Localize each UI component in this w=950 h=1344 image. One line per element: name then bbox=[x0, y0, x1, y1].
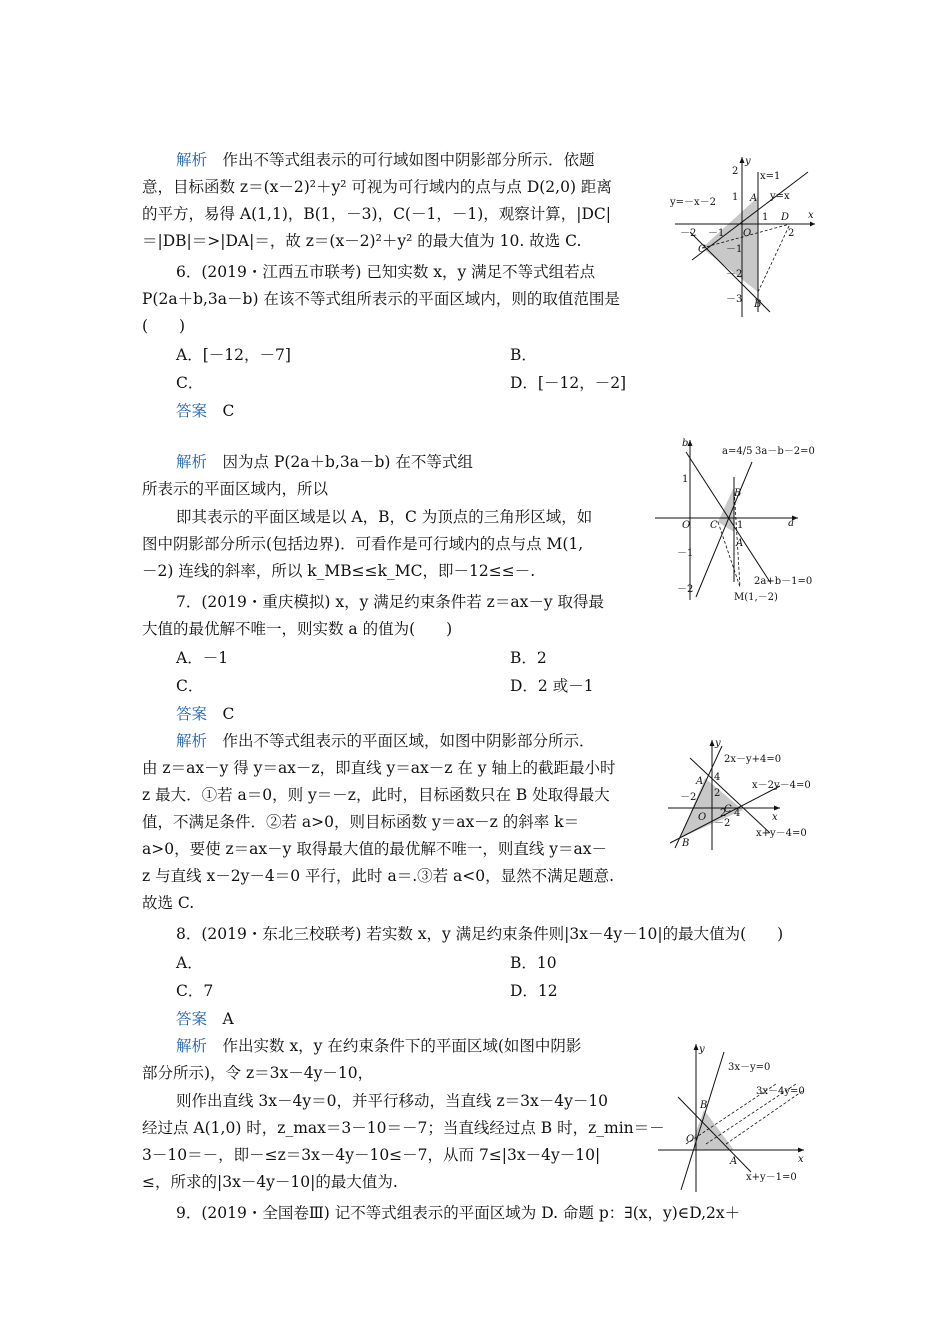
line-text: 故选 C. bbox=[142, 894, 195, 912]
line-text: B．2 bbox=[510, 649, 547, 667]
text-line bbox=[142, 1063, 373, 1083]
text-line bbox=[176, 1036, 581, 1056]
line-text: 作出实数 x，y 在约束条件下的平面区域(如图中阴影 bbox=[207, 1037, 582, 1055]
line-text: 的平方，易得 A(1,1)，B(1，－3)，C(－1，－1)，观察计算，|DC| bbox=[142, 205, 611, 223]
line-text: 即其表示的平面区域是以 A，B，C 为顶点的三角形区域，如 bbox=[176, 508, 593, 526]
text-line bbox=[142, 177, 612, 197]
text-line bbox=[176, 1009, 234, 1029]
text-line bbox=[142, 866, 614, 886]
fig1-label: 2 bbox=[732, 166, 739, 177]
fig2-label: －1 bbox=[677, 548, 694, 559]
text-line bbox=[176, 981, 213, 1001]
text-line bbox=[176, 373, 203, 393]
text-line bbox=[176, 704, 234, 724]
fig3-label: O bbox=[698, 812, 707, 823]
text-line bbox=[176, 924, 783, 944]
fig2-label: a bbox=[788, 518, 794, 529]
line-text: z 与直线 x－2y－4＝0 平行，此时 a＝.③若 a<0，显然不满足题意. bbox=[142, 867, 615, 885]
fig3-label: B bbox=[682, 838, 690, 849]
text-line bbox=[176, 345, 291, 365]
text-line bbox=[142, 893, 194, 913]
fig4-label: B bbox=[700, 1100, 708, 1111]
fig2-label: C bbox=[710, 520, 718, 531]
fig3-label: 2 bbox=[720, 808, 727, 819]
text-line bbox=[142, 1172, 398, 1192]
section-keyword: 答案 bbox=[176, 1010, 208, 1028]
text-line bbox=[510, 953, 557, 973]
fig1-label: 2 bbox=[788, 228, 795, 239]
fig4-label: 3x－4y=0 bbox=[756, 1086, 805, 1097]
fig3-label: C bbox=[724, 804, 732, 815]
text-line bbox=[142, 479, 328, 499]
section-keyword: 解析 bbox=[176, 151, 208, 169]
fig2-label: 2a+b－1=0 bbox=[754, 576, 813, 587]
line-text: 意，目标函数 z＝(x－2)²＋y² 可视为可行域内的点与点 D(2,0) 距离 bbox=[142, 178, 612, 196]
section-keyword: 答案 bbox=[176, 402, 208, 420]
fig4-label: A bbox=[730, 1156, 738, 1167]
fig3-label: x+y－4=0 bbox=[756, 828, 807, 839]
text-line bbox=[176, 648, 228, 668]
line-text: A．[－12，－7] bbox=[176, 346, 291, 364]
line-text: 所表示的平面区域内，所以 bbox=[142, 480, 329, 498]
fig3-label: 4 bbox=[714, 772, 721, 783]
line-text: 部分所示)，令 z＝3x－4y－10， bbox=[142, 1064, 374, 1082]
line-text: A． bbox=[176, 954, 203, 972]
line-text: D．2 或－1 bbox=[510, 677, 594, 695]
line-text: 8．(2019・东北三校联考) 若实数 x，y 满足约束条件则|3x－4y－10|的最大值为( ) bbox=[176, 925, 784, 943]
fig3-label: 2 bbox=[714, 788, 721, 799]
text-line bbox=[176, 507, 592, 527]
text-line bbox=[142, 839, 607, 859]
text-line bbox=[142, 289, 620, 309]
line-text: z 最大．①若 a＝0，则 y＝－z，此时，目标函数只在 B 处取得最大 bbox=[142, 786, 610, 804]
section-keyword: 答案 bbox=[176, 705, 208, 723]
fig2-label: B bbox=[734, 488, 742, 499]
text-line bbox=[142, 758, 615, 778]
line-text: 经过点 A(1,0) 时，z_max＝3－10＝－7；当直线经过点 B 时，z_min＝－ bbox=[142, 1119, 665, 1137]
fig1-label: O bbox=[743, 228, 752, 239]
fig2-label: 1 bbox=[737, 520, 744, 531]
fig1-label: D bbox=[781, 212, 790, 223]
fig1-label: 1 bbox=[732, 192, 739, 203]
fig1-label: A bbox=[750, 193, 758, 204]
fig2-label: 1 bbox=[682, 474, 689, 485]
line-text: ＝|DB|＝>|DA|＝，故 z＝(x－2)²＋y² 的最大值为 10. 故选 C. bbox=[142, 232, 582, 250]
text-line bbox=[176, 676, 203, 696]
text-line bbox=[176, 1091, 608, 1111]
line-text: 作出不等式组表示的可行域如图中阴影部分所示．依题 bbox=[207, 151, 595, 169]
fig3-label: －2 bbox=[714, 818, 731, 829]
line-text: 由 z＝ax－y 得 y＝ax－z，即直线 y＝ax－z 在 y 轴上的截距最小时 bbox=[142, 759, 616, 777]
fig4-label: 3x－y=0 bbox=[728, 1062, 771, 1073]
line-text: C． bbox=[176, 677, 204, 695]
fig3-label: x－2y－4=0 bbox=[752, 780, 811, 791]
figure-1-feasible-region bbox=[670, 152, 820, 322]
line-text: 则作出直线 3x－4y＝0，并平行移动，当直线 z＝3x－4y－10 bbox=[176, 1092, 609, 1110]
text-line bbox=[510, 648, 547, 668]
fig2-label: M(1,－2) bbox=[734, 592, 778, 603]
fig1-label: －1 bbox=[726, 244, 743, 255]
fig4-label: y bbox=[699, 1044, 705, 1055]
line-text: 7．(2019・重庆模拟) x，y 满足约束条件若 z＝ax－y 取得最 bbox=[176, 593, 605, 611]
line-text: B． bbox=[510, 346, 537, 364]
line-text: 值，不满足条件．②若 a>0，则目标函数 y＝ax－z 的斜率 k＝ bbox=[142, 813, 580, 831]
text-line bbox=[176, 150, 595, 170]
line-text: C． bbox=[176, 374, 204, 392]
text-line bbox=[176, 953, 203, 973]
text-line bbox=[142, 812, 579, 832]
text-line bbox=[142, 534, 583, 554]
text-line bbox=[510, 981, 558, 1001]
section-keyword: 解析 bbox=[176, 732, 208, 750]
figure-3-feasible-region bbox=[660, 738, 815, 853]
fig1-label: B bbox=[754, 299, 762, 310]
text-line bbox=[142, 785, 610, 805]
fig3-label: A bbox=[696, 776, 704, 787]
section-keyword: 解析 bbox=[176, 453, 208, 471]
fig1-label: x bbox=[808, 210, 814, 221]
line-text: D．[－12，－2] bbox=[510, 374, 627, 392]
fig1-label: y=x bbox=[770, 191, 790, 202]
fig1-label: C bbox=[698, 244, 706, 255]
fig2-label: －2 bbox=[677, 584, 694, 595]
fig3-label: 4 bbox=[734, 808, 741, 819]
fig1-label: 1 bbox=[762, 212, 769, 223]
fig3-label: x bbox=[772, 812, 778, 823]
line-text: B．10 bbox=[510, 954, 557, 972]
line-text: A bbox=[207, 1010, 234, 1028]
fig1-label: －2 bbox=[680, 228, 697, 239]
line-text: 6．(2019・江西五市联考) 已知实数 x，y 满足不等式组若点 bbox=[176, 263, 596, 281]
line-text: C bbox=[207, 705, 235, 723]
fig1-label: y bbox=[745, 156, 751, 167]
fig2-label: a=4/5 bbox=[722, 446, 753, 457]
line-text: 图中阴影部分所示(包括边界)．可看作是可行域内的点与点 M(1, bbox=[142, 535, 584, 553]
text-line bbox=[176, 731, 595, 751]
fig1-label: －3 bbox=[726, 294, 743, 305]
fig3-label: 2x－y+4=0 bbox=[724, 754, 782, 765]
text-line bbox=[176, 262, 595, 282]
text-line bbox=[142, 316, 185, 336]
line-text: a>0，要使 z＝ax－y 取得最大值的最优解不唯一，则直线 y＝ax－ bbox=[142, 840, 608, 858]
line-text: A．－1 bbox=[176, 649, 229, 667]
text-line bbox=[176, 592, 604, 612]
section-keyword: 解析 bbox=[176, 1037, 208, 1055]
line-text: 作出不等式组表示的平面区域，如图中阴影部分所示． bbox=[207, 732, 595, 750]
fig4-label: O bbox=[686, 1134, 695, 1145]
text-line bbox=[510, 345, 537, 365]
line-text: C bbox=[207, 402, 235, 420]
line-text: 因为点 P(2a＋b,3a－b) 在不等式组 bbox=[207, 453, 473, 471]
fig3-label: y bbox=[715, 738, 721, 749]
fig1-label: －1 bbox=[708, 228, 725, 239]
line-text: D．12 bbox=[510, 982, 558, 1000]
figure-2-feasible-region bbox=[650, 432, 825, 604]
text-line bbox=[142, 204, 611, 224]
fig1-label: y=－x－2 bbox=[670, 197, 717, 208]
fig2-label: b bbox=[682, 438, 689, 449]
fig4-label: x bbox=[798, 1154, 804, 1165]
fig2-label: 3a－b－2=0 bbox=[755, 446, 815, 457]
fig1-label: x=1 bbox=[760, 171, 781, 182]
fig4-label: x+y－1=0 bbox=[746, 1172, 797, 1183]
fig2-label: A bbox=[736, 538, 744, 549]
text-line bbox=[510, 373, 626, 393]
text-line bbox=[176, 401, 234, 421]
line-text: －2) 连线的斜率，所以 k_MB≤≤k_MC，即－12≤≤－. bbox=[142, 562, 536, 580]
text-line bbox=[142, 1145, 600, 1165]
text-line bbox=[176, 1203, 740, 1223]
line-text: 9．(2019・全国卷Ⅲ) 记不等式组表示的平面区域为 D. 命题 p：∃(x，y)∈D,2x＋ bbox=[176, 1204, 741, 1222]
text-line bbox=[510, 676, 594, 696]
text-line bbox=[142, 231, 581, 251]
line-text: 3－10＝－，即－≤z＝3x－4y－10≤－7，从而 7≤|3x－4y－10| bbox=[142, 1146, 601, 1164]
figure-4-feasible-region bbox=[656, 1042, 816, 1194]
fig1-label: －2 bbox=[726, 269, 743, 280]
line-text: ( ) bbox=[142, 317, 186, 335]
line-text: 大值的最优解不唯一，则实数 a 的值为( ) bbox=[142, 620, 453, 638]
line-text: ≤，所求的|3x－4y－10|的最大值为. bbox=[142, 1173, 398, 1191]
fig3-label: －2 bbox=[680, 792, 697, 803]
text-line bbox=[142, 619, 452, 639]
text-line bbox=[142, 561, 535, 581]
line-text: P(2a＋b,3a－b) 在该不等式组所表示的平面区域内，则的取值范围是 bbox=[142, 290, 620, 308]
text-line bbox=[142, 1118, 665, 1138]
line-text: C．7 bbox=[176, 982, 214, 1000]
fig2-label: O bbox=[682, 520, 691, 531]
text-line bbox=[176, 452, 473, 472]
